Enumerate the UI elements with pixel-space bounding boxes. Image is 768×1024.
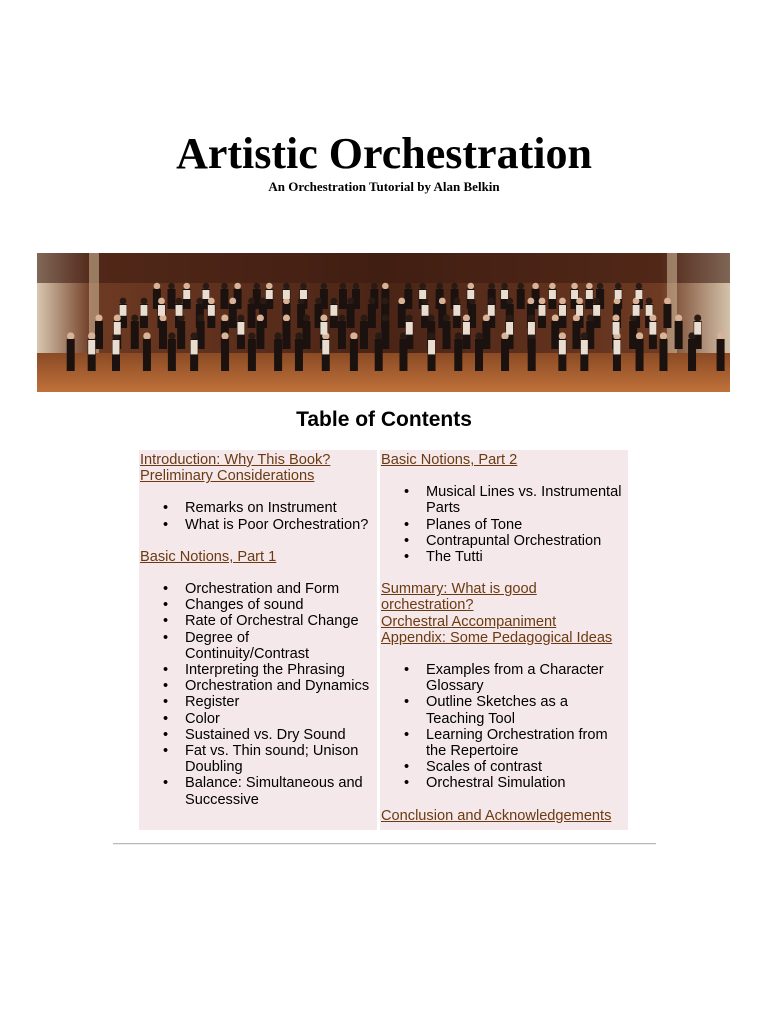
musician-head <box>221 283 228 290</box>
musician-head <box>552 314 559 321</box>
link-basic-notions-part-1[interactable]: Basic Notions, Part 1 <box>140 548 277 565</box>
musician-head <box>501 283 508 290</box>
musician-shirt <box>649 322 656 335</box>
list-item: • Outline Sketches as a Teaching Tool <box>426 694 627 726</box>
musician-head <box>360 314 367 321</box>
list-item: • Orchestral Simulation <box>426 775 627 791</box>
link-basic-notions-part-2[interactable]: Basic Notions, Part 2 <box>381 452 518 468</box>
musician-shirt <box>140 305 147 316</box>
musician-head <box>405 283 412 290</box>
musician-body <box>248 304 256 328</box>
toc-list-preliminary <box>140 500 376 532</box>
musician-body <box>675 321 683 349</box>
musician-head <box>717 332 724 339</box>
musician-body <box>663 304 671 328</box>
musician-body <box>338 321 346 349</box>
link-orchestral-accompaniment[interactable]: Orchestral Accompaniment <box>381 613 557 630</box>
musician-shirt <box>506 322 513 335</box>
musician-head <box>248 298 255 305</box>
musician-head <box>168 283 175 290</box>
toc-left-column <box>139 450 377 830</box>
musician-head <box>221 314 228 321</box>
link-summary[interactable]: Summary: What is good orchestration? <box>381 581 537 614</box>
musician-head <box>586 283 593 290</box>
musician-shirt <box>422 305 429 316</box>
musician-body <box>551 321 559 349</box>
list-item: • Color <box>185 711 376 727</box>
musician-head <box>406 314 413 321</box>
link-appendix[interactable]: Appendix: Some Pedagogical Ideas <box>381 629 613 646</box>
page-subtitle: An Orchestration Tutorial by Alan Belkin <box>268 179 500 194</box>
musician-body <box>229 304 237 328</box>
toc-list-appendix <box>381 662 627 792</box>
list-item: • Interpreting the Phrasing <box>185 662 376 678</box>
musician-shirt <box>633 305 640 316</box>
musician-head <box>120 298 127 305</box>
musician-shirt <box>559 305 566 316</box>
musician-head <box>527 298 534 305</box>
musician-head <box>143 332 150 339</box>
musician-head <box>158 298 165 305</box>
musician-body <box>95 321 103 349</box>
link-conclusion[interactable]: Conclusion and Acknowledgements <box>381 807 612 824</box>
musician-head <box>295 332 302 339</box>
link-preliminary-considerations[interactable]: Preliminary Considerations <box>140 468 315 485</box>
list-item: • Register <box>185 694 376 710</box>
toc-list-basic-notions-1 <box>140 581 376 808</box>
musician-shirt <box>176 305 183 316</box>
musician-head <box>612 314 619 321</box>
musician-head <box>528 314 535 321</box>
musician-shirt <box>581 340 588 354</box>
musician-body <box>528 339 536 371</box>
musician-head <box>95 314 102 321</box>
musician-shirt <box>322 340 329 354</box>
musician-head <box>581 332 588 339</box>
list-item: • Learning Orchestration from the Repertoire <box>426 727 627 759</box>
musician-body <box>131 321 139 349</box>
musician-head <box>398 298 405 305</box>
musician-shirt <box>528 322 535 335</box>
musician-shirt <box>88 340 95 354</box>
musician-shirt <box>330 305 337 316</box>
musician-body <box>282 321 290 349</box>
list-item: • Balance: Simultaneous and Successive <box>185 775 376 807</box>
musician-head <box>488 298 495 305</box>
musician-body <box>339 289 347 309</box>
musician-head <box>436 283 443 290</box>
musician-body <box>256 321 264 349</box>
musician-head <box>664 298 671 305</box>
musician-shirt <box>586 290 593 299</box>
musician-head <box>221 332 228 339</box>
musician-head <box>694 314 701 321</box>
musician-body <box>274 339 282 371</box>
musician-head <box>283 314 290 321</box>
musician-body <box>143 339 151 371</box>
musician-shirt <box>559 340 566 354</box>
musician-head <box>375 332 382 339</box>
musician-body <box>220 289 228 309</box>
link-introduction[interactable]: Introduction: Why This Book? <box>140 452 331 468</box>
musician-head <box>382 298 389 305</box>
musician-body <box>350 339 358 371</box>
musician-head <box>141 298 148 305</box>
musician-shirt <box>613 322 620 335</box>
musician-head <box>443 314 450 321</box>
musician-head <box>203 283 210 290</box>
musician-body <box>399 339 407 371</box>
musician-shirt <box>593 305 600 316</box>
musician-shirt <box>694 322 701 335</box>
musician-shirt <box>615 290 622 299</box>
musician-head <box>321 283 328 290</box>
list-item: • Sustained vs. Dry Sound <box>185 727 376 743</box>
musician-head <box>266 283 273 290</box>
musician-head <box>229 298 236 305</box>
musician-head <box>636 283 643 290</box>
musician-head <box>176 298 183 305</box>
list-item: • Examples from a Character Glossary <box>426 662 627 694</box>
list-item: • Fat vs. Thin sound; Unison Doubling <box>185 743 376 775</box>
musician-body <box>248 339 256 371</box>
horizontal-rule <box>113 843 656 845</box>
musician-head <box>368 298 375 305</box>
musician-shirt <box>501 290 508 299</box>
musician-body <box>636 339 644 371</box>
musician-head <box>338 314 345 321</box>
toc-list-basic-notions-2 <box>381 484 627 565</box>
musician-body <box>501 339 509 371</box>
musician-shirt <box>571 290 578 299</box>
musician-head <box>257 314 264 321</box>
musician-head <box>428 332 435 339</box>
musician-head <box>539 298 546 305</box>
musician-head <box>274 332 281 339</box>
musician-head <box>660 332 667 339</box>
musician-head <box>197 314 204 321</box>
musician-body <box>303 321 311 349</box>
musician-body <box>375 339 383 371</box>
list-item: • Planes of Tone <box>426 517 627 533</box>
musician-shirt <box>576 305 583 316</box>
musician-head <box>571 283 578 290</box>
musician-head <box>419 283 426 290</box>
musician-head <box>675 314 682 321</box>
musician-body <box>482 321 490 349</box>
musician-body <box>159 321 167 349</box>
musician-shirt <box>428 340 435 354</box>
musician-head <box>131 314 138 321</box>
musician-body <box>168 339 176 371</box>
musician-head <box>168 332 175 339</box>
list-item: • The Tutti <box>426 549 627 565</box>
musician-head <box>506 314 513 321</box>
musician-shirt <box>406 322 413 335</box>
musician-head <box>532 283 539 290</box>
musician-shirt <box>320 322 327 335</box>
list-item: • Degree of Continuity/Contrast <box>185 630 376 662</box>
musician-head <box>260 298 267 305</box>
musician-shirt <box>114 322 121 335</box>
page-title: Artistic Orchestration <box>176 129 592 178</box>
musician-body <box>659 339 667 371</box>
musician-shirt <box>191 340 198 354</box>
musician-shirt <box>549 290 556 299</box>
musician-body <box>168 289 176 309</box>
musician-head <box>234 283 241 290</box>
musician-head <box>353 283 360 290</box>
musician-shirt <box>158 305 165 316</box>
musician-shirt <box>453 305 460 316</box>
musician-shirt <box>266 290 273 299</box>
musician-head <box>382 314 389 321</box>
musician-head <box>190 332 197 339</box>
musician-head <box>303 314 310 321</box>
musician-head <box>488 283 495 290</box>
musician-head <box>475 332 482 339</box>
musician-head <box>196 298 203 305</box>
musician-head <box>468 283 475 290</box>
musician-body <box>717 339 725 371</box>
musician-shirt <box>283 290 290 299</box>
list-item: • Remarks on Instrument <box>185 500 376 516</box>
musician-head <box>248 332 255 339</box>
musician-shirt <box>539 305 546 316</box>
list-item: • Contrapuntal Orchestration <box>426 533 627 549</box>
musician-head <box>254 283 261 290</box>
musician-shirt <box>237 322 244 335</box>
musician-body <box>517 289 525 309</box>
musician-head <box>67 332 74 339</box>
list-item: • Changes of sound <box>185 597 376 613</box>
musician-body <box>398 304 406 328</box>
musician-shirt <box>208 305 215 316</box>
musician-head <box>559 332 566 339</box>
musician-body <box>67 339 75 371</box>
list-item: • What is Poor Orchestration? <box>185 517 376 533</box>
musician-head <box>597 283 604 290</box>
musician-head <box>347 298 354 305</box>
musician-body <box>221 339 229 371</box>
musician-shirt <box>488 305 495 316</box>
musician-body <box>360 321 368 349</box>
musician-head <box>453 298 460 305</box>
musician-head <box>371 283 378 290</box>
musician-head <box>88 332 95 339</box>
musician-shirt <box>467 290 474 299</box>
musician-body <box>443 321 451 349</box>
musician-head <box>451 283 458 290</box>
musician-head <box>549 283 556 290</box>
list-item: • Orchestration and Dynamics <box>185 678 376 694</box>
musician-head <box>615 283 622 290</box>
toc-right-column <box>380 450 628 830</box>
musician-shirt <box>202 290 209 299</box>
orchestra-photo <box>37 253 730 392</box>
musician-head <box>587 314 594 321</box>
list-item: • Musical Lines vs. Instrumental Parts <box>426 484 627 516</box>
musician-head <box>463 314 470 321</box>
musician-head <box>330 298 337 305</box>
toc-heading: Table of Contents <box>296 408 472 431</box>
musician-shirt <box>183 290 190 299</box>
musician-head <box>646 298 653 305</box>
musician-body <box>475 339 483 371</box>
musician-head <box>382 283 389 290</box>
musician-body <box>454 339 462 371</box>
musician-shirt <box>419 290 426 299</box>
musician-shirt <box>112 340 119 354</box>
musician-head <box>593 298 600 305</box>
musician-body <box>688 339 696 371</box>
musician-head <box>439 298 446 305</box>
list-item: • Rate of Orchestral Change <box>185 613 376 629</box>
musician-head <box>183 283 190 290</box>
musician-head <box>315 298 322 305</box>
musician-shirt <box>463 322 470 335</box>
list-item: • Scales of contrast <box>426 759 627 775</box>
musician-head <box>455 332 462 339</box>
musician-body <box>368 304 376 328</box>
musician-body <box>572 321 580 349</box>
musician-head <box>283 283 290 290</box>
musician-head <box>350 332 357 339</box>
musician-head <box>559 298 566 305</box>
musician-shirt <box>300 290 307 299</box>
musician-body <box>177 321 185 349</box>
musician-head <box>320 314 327 321</box>
musician-shirt <box>635 290 642 299</box>
musician-head <box>237 314 244 321</box>
musician-shirt <box>613 340 620 354</box>
musician-head <box>340 283 347 290</box>
musician-body <box>347 304 355 328</box>
musician-head <box>300 283 307 290</box>
musician-head <box>154 283 161 290</box>
musician-shirt <box>646 305 653 316</box>
musician-body <box>295 339 303 371</box>
musician-head <box>517 283 524 290</box>
list-item: • Orchestration and Form <box>185 581 376 597</box>
musician-head <box>428 314 435 321</box>
musician-head <box>636 332 643 339</box>
musician-shirt <box>120 305 127 316</box>
